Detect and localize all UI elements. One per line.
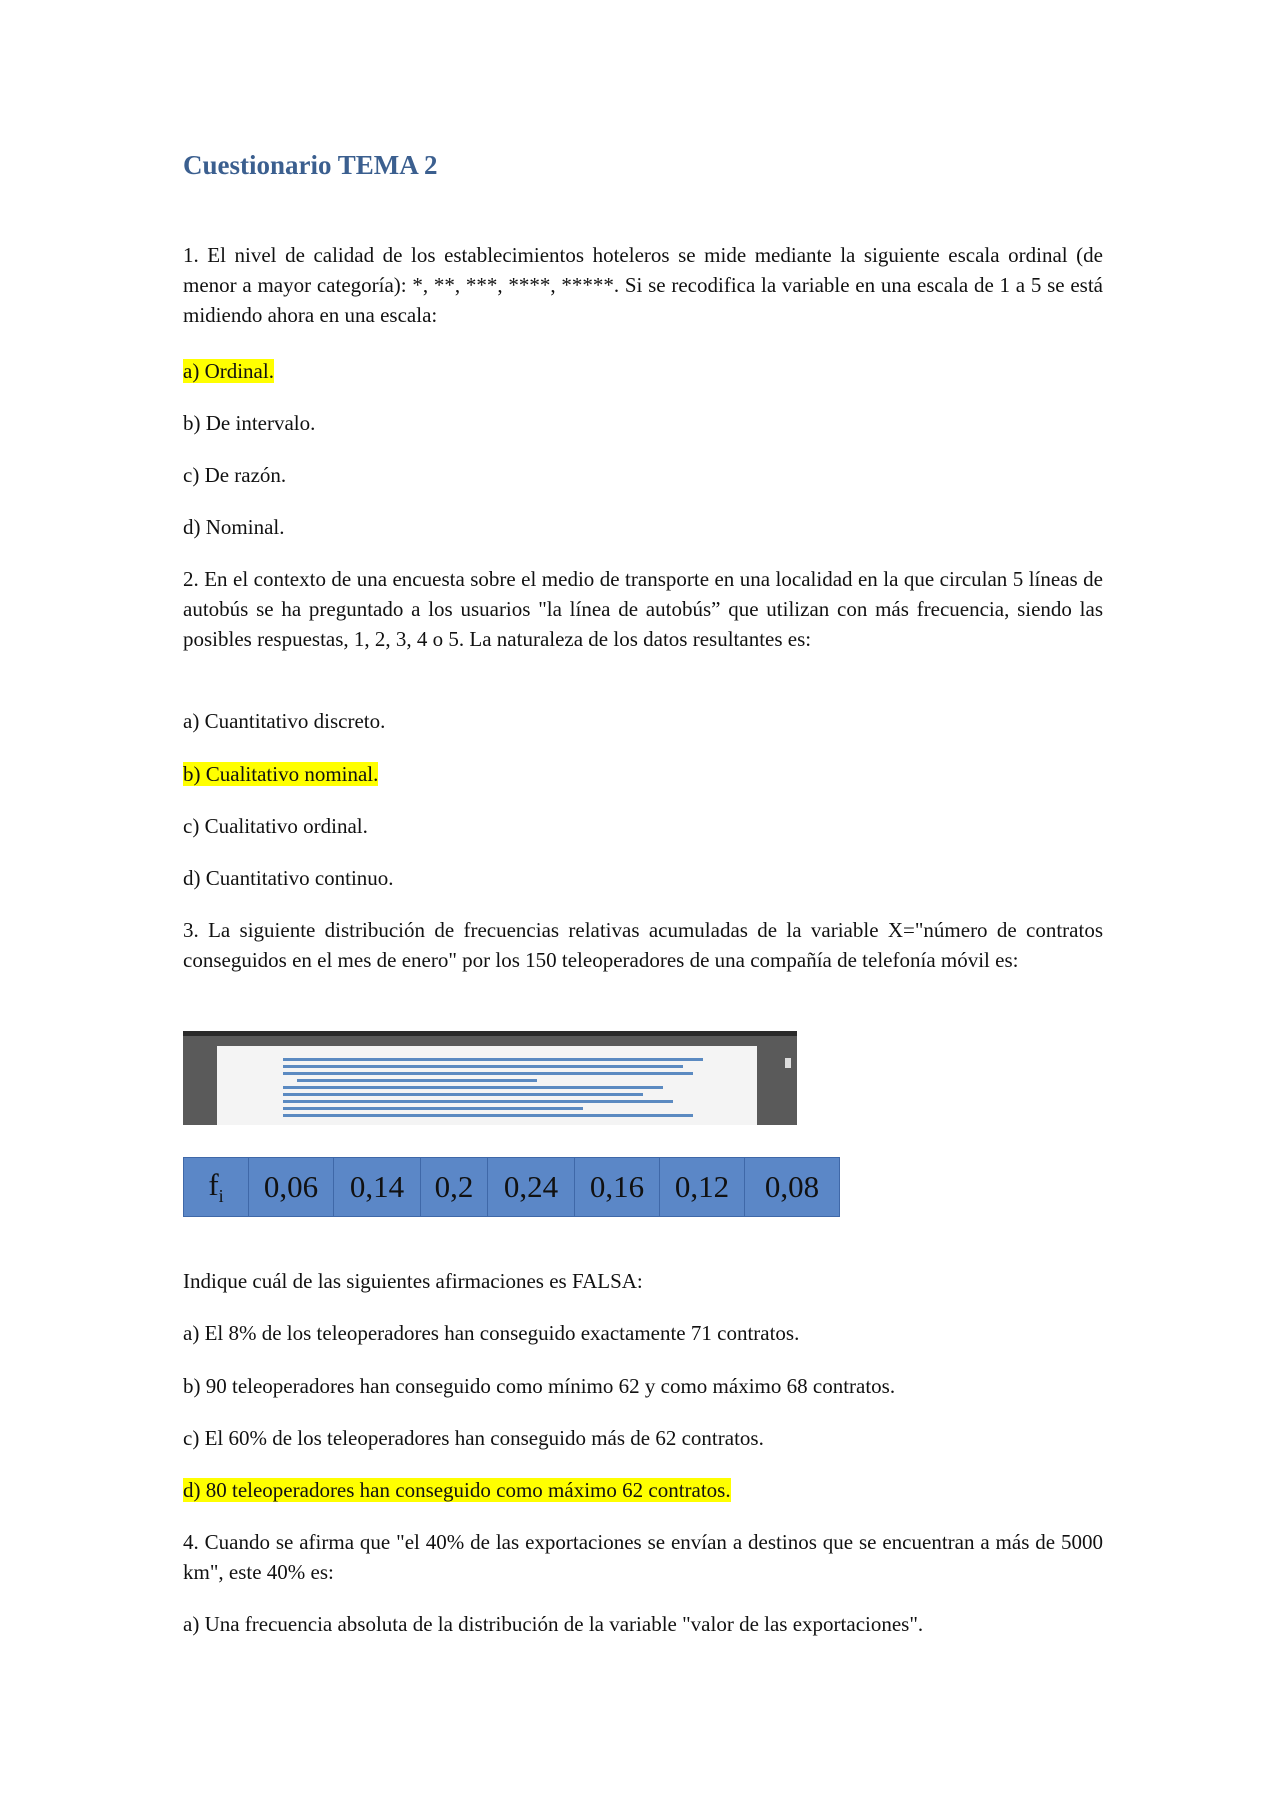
- table-cell: 0,06: [249, 1158, 334, 1217]
- table-cell: 0,08: [745, 1158, 840, 1217]
- question-4-text: 4. Cuando se afirma que "el 40% de las exportaciones se envían a destinos que se encuentran a más de 5000 km", este 40% es:: [183, 1530, 1103, 1584]
- highlighted-answer: d) 80 teleoperadores han conseguido como máximo 62 contratos.: [183, 1478, 731, 1502]
- table-cell: 0,16: [575, 1158, 660, 1217]
- question-3-option-a: a) El 8% de los teleoperadores han conseguido exactamente 71 contratos.: [183, 1321, 800, 1345]
- highlighted-answer: b) Cualitativo nominal.: [183, 762, 379, 786]
- question-3-option-b: b) 90 teleoperadores han conseguido como mínimo 62 y como máximo 68 contratos.: [183, 1374, 896, 1398]
- question-3-prompt: Indique cuál de las siguientes afirmaciones es FALSA:: [183, 1269, 643, 1293]
- question-1-text: 1. El nivel de calidad de los establecimientos hoteleros se mide mediante la siguiente escala ordinal (de menor a mayor categoría): *, **, ***, ****, *****. Si se recodifica la variable en una escala de 1 a 5 se está midiendo ahora en una escala:: [183, 243, 1103, 327]
- question-3-option-d: [183, 1475, 731, 1505]
- question-1-option-c: c) De razón.: [183, 463, 287, 487]
- highlighted-answer: a) Ordinal.: [183, 359, 274, 383]
- embedded-screenshot-image: [183, 1031, 797, 1125]
- table-row: [184, 1158, 840, 1217]
- question-4-option-a: a) Una frecuencia absoluta de la distribución de la variable "valor de las exportaciones".: [183, 1612, 924, 1636]
- question-2-option-a: a) Cuantitativo discreto.: [183, 709, 386, 733]
- table-cell: 0,12: [660, 1158, 745, 1217]
- question-2-option-d: d) Cuantitativo continuo.: [183, 866, 394, 890]
- question-3-text: 3. La siguiente distribución de frecuencias relativas acumuladas de la variable X="número de contratos conseguidos en el mes de enero" por los 150 teleoperadores de una compañía de telefonía móvil es:: [183, 918, 1103, 972]
- question-3-option-c: c) El 60% de los teleoperadores han conseguido más de 62 contratos.: [183, 1426, 764, 1450]
- table-cell: 0,14: [334, 1158, 421, 1217]
- frequency-table: [183, 1157, 840, 1217]
- question-1-option-d: d) Nominal.: [183, 515, 285, 539]
- screenshot-document-area: [217, 1046, 757, 1125]
- page-title: Cuestionario TEMA 2: [183, 150, 438, 180]
- table-header-cell: $f_i$: [184, 1158, 249, 1217]
- question-2-option-b: [183, 759, 378, 789]
- table-cell: 0,2: [421, 1158, 488, 1217]
- question-2-text: 2. En el contexto de una encuesta sobre el medio de transporte en una localidad en la que circulan 5 líneas de autobús se ha preguntado a los usuarios "la línea de autobús” que utilizan con más frecuencia, siendo las posibles respuestas, 1, 2, 3, 4 o 5. La naturaleza de los datos resultantes es:: [183, 567, 1103, 651]
- question-2-option-c: c) Cualitativo ordinal.: [183, 814, 368, 838]
- table-cell: 0,24: [488, 1158, 575, 1217]
- question-1-option-a: [183, 356, 274, 386]
- question-1-option-b: b) De intervalo.: [183, 411, 316, 435]
